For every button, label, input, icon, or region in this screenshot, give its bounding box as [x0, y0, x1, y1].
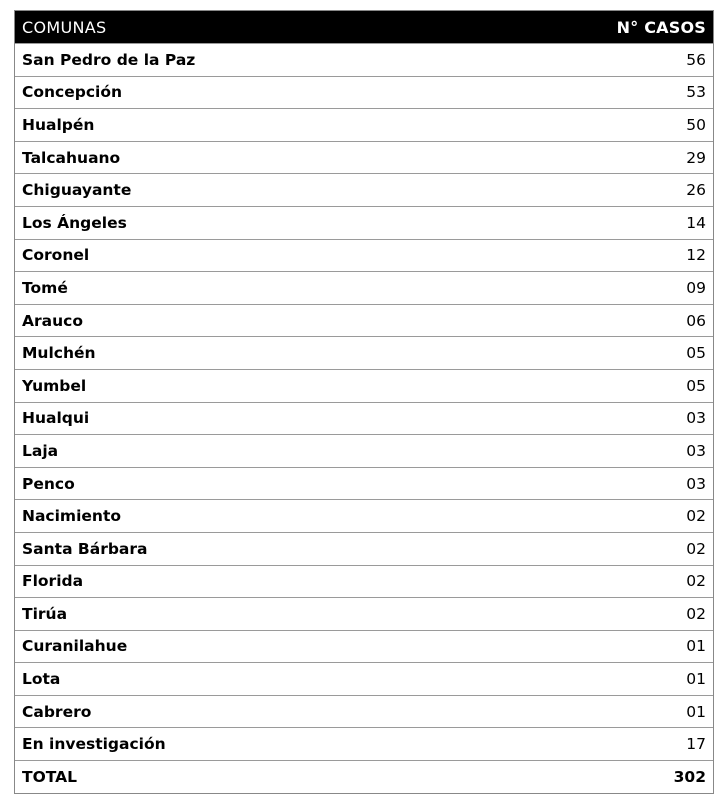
row-cases: 09: [686, 278, 706, 297]
cases-table: [14, 10, 714, 794]
row-commune: Chiguayante: [22, 181, 132, 200]
table-row: [15, 141, 713, 174]
total-row: [15, 760, 713, 793]
table-row: [15, 271, 713, 304]
row-cases: 05: [686, 344, 706, 363]
row-commune: Santa Bárbara: [22, 539, 148, 558]
table-row: [15, 662, 713, 695]
table-row: [15, 695, 713, 728]
table-row: [15, 630, 713, 663]
table-row: [15, 76, 713, 109]
row-commune: Talcahuano: [22, 148, 121, 167]
table-row: [15, 467, 713, 500]
row-cases: 26: [686, 181, 706, 200]
table-row: [15, 336, 713, 369]
table-row: [15, 565, 713, 598]
row-commune: San Pedro de la Paz: [22, 50, 196, 69]
row-commune: Nacimiento: [22, 507, 122, 526]
row-cases: 02: [686, 604, 706, 623]
table-row: [15, 206, 713, 239]
row-commune: Tirúa: [22, 604, 68, 623]
row-cases: 02: [686, 507, 706, 526]
row-cases: 01: [686, 702, 706, 721]
row-cases: 06: [686, 311, 706, 330]
row-cases: 05: [686, 376, 706, 395]
row-commune: Florida: [22, 572, 84, 591]
table-row: [15, 108, 713, 141]
table-row: [15, 434, 713, 467]
row-cases: 03: [686, 441, 706, 460]
row-commune: Yumbel: [22, 376, 87, 395]
row-cases: 12: [686, 246, 706, 265]
row-cases: 03: [686, 474, 706, 493]
table-row: [15, 369, 713, 402]
row-cases: 17: [686, 735, 706, 754]
row-commune: Hualpén: [22, 115, 95, 134]
row-commune: Penco: [22, 474, 75, 493]
table-row: [15, 597, 713, 630]
table-row: [15, 727, 713, 760]
row-cases: 01: [686, 670, 706, 689]
row-commune: Arauco: [22, 311, 83, 330]
table-row: [15, 499, 713, 532]
row-commune: Cabrero: [22, 702, 92, 721]
row-cases: 50: [686, 115, 706, 134]
row-cases: 03: [686, 409, 706, 428]
total-label: TOTAL: [22, 767, 77, 786]
row-commune: Concepción: [22, 83, 123, 102]
row-commune: En investigación: [22, 735, 166, 754]
row-cases: 53: [686, 83, 706, 102]
table-row: [15, 532, 713, 565]
row-commune: Los Ángeles: [22, 213, 127, 232]
table-row: [15, 239, 713, 272]
table-row: [15, 304, 713, 337]
table-row: [15, 173, 713, 206]
row-cases: 01: [686, 637, 706, 656]
row-commune: Curanilahue: [22, 637, 128, 656]
row-cases: 29: [686, 148, 706, 167]
table-row: [15, 43, 713, 76]
table-header: [15, 11, 713, 43]
row-commune: Coronel: [22, 246, 90, 265]
row-commune: Hualqui: [22, 409, 90, 428]
row-cases: 02: [686, 539, 706, 558]
header-casos: N° CASOS: [616, 17, 706, 37]
row-commune: Mulchén: [22, 344, 96, 363]
row-commune: Tomé: [22, 278, 68, 297]
total-value: 302: [673, 767, 706, 786]
table-row: [15, 402, 713, 435]
header-comunas: COMUNAS: [22, 17, 107, 37]
row-cases: 02: [686, 572, 706, 591]
row-commune: Laja: [22, 441, 59, 460]
row-cases: 14: [686, 213, 706, 232]
row-commune: Lota: [22, 670, 61, 689]
row-cases: 56: [686, 50, 706, 69]
